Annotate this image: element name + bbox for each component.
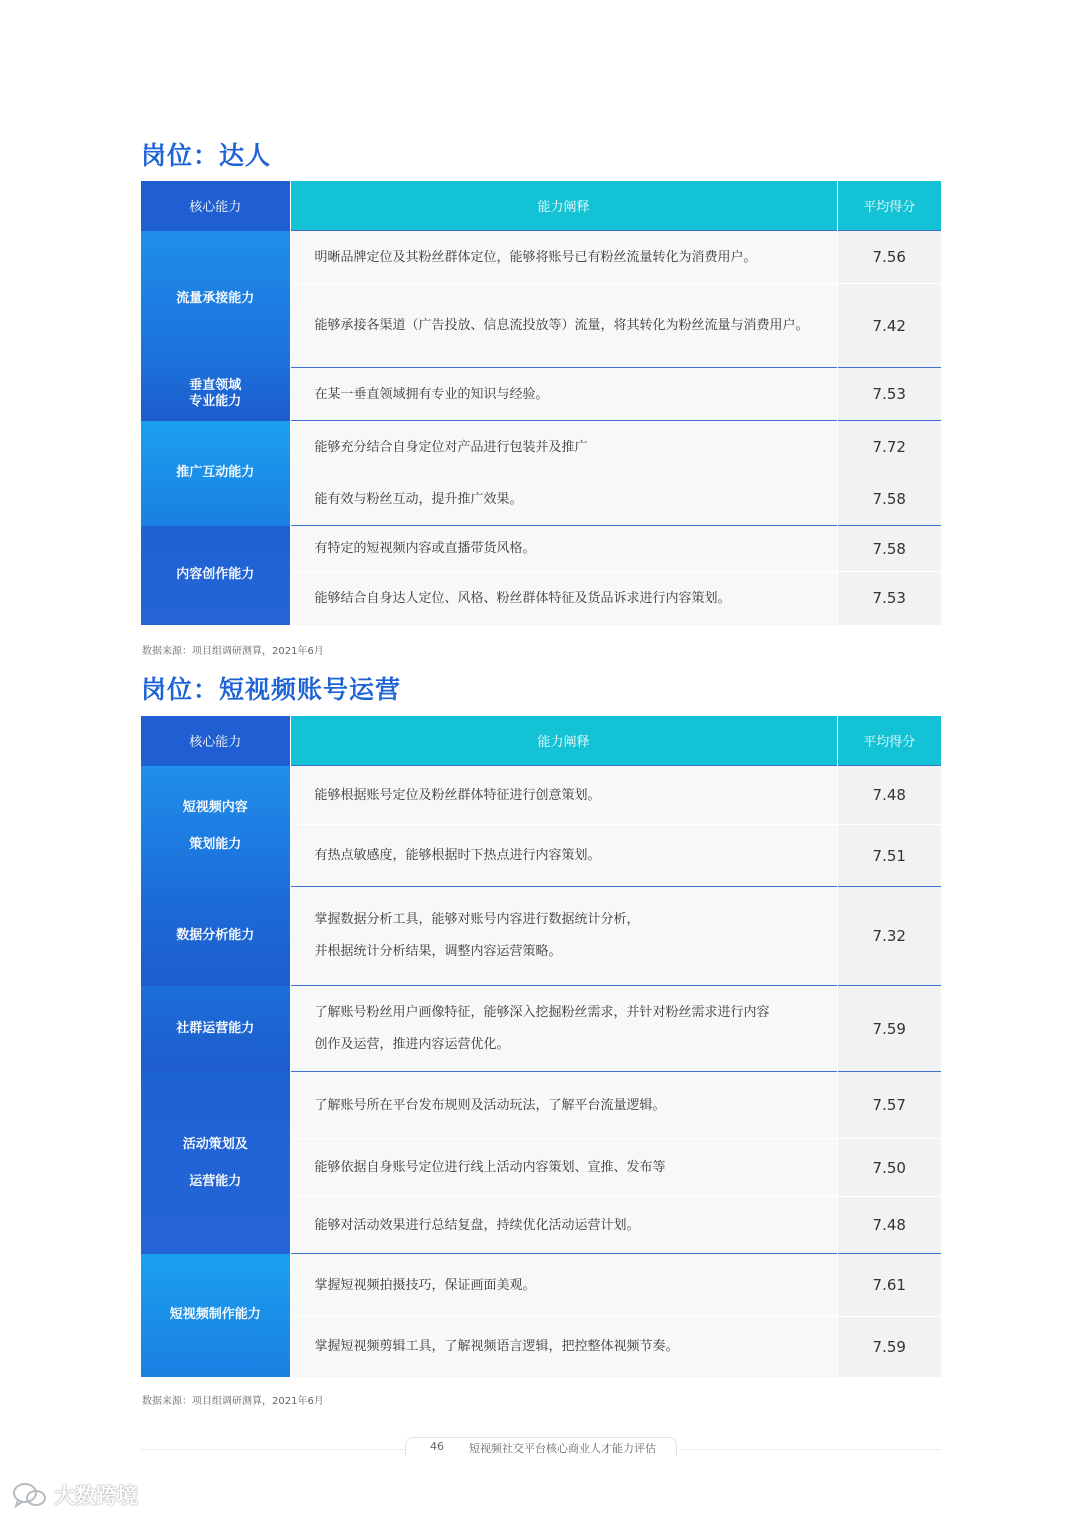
capability-table-daren — [141, 181, 941, 625]
description-cell: 能够依据自身账号定位进行线上活动内容策划、宣推、发布等 — [290, 1139, 837, 1197]
score-cell: 7.57 — [837, 1072, 941, 1139]
category-cell: 内容创作能力 — [141, 526, 290, 625]
category-line: 专业能力 — [189, 394, 242, 409]
page-number: 46 — [430, 1440, 444, 1453]
section-title-daren: 岗位：达人 — [141, 141, 272, 170]
description-cell: 在某一垂直领域拥有专业的知识与经验。 — [290, 368, 837, 421]
description-line: 了解账号粉丝用户画像特征，能够深入挖掘粉丝需求，并针对粉丝需求进行内容 — [314, 1004, 770, 1020]
description-cell: 能有效与粉丝互动，提升推广效果。 — [290, 474, 837, 526]
description-cell: 能够对活动效果进行总结复盘，持续优化活动运营计划。 — [290, 1197, 837, 1254]
score-cell: 7.32 — [837, 887, 941, 986]
description-cell: 能够结合自身达人定位、风格、粉丝群体特征及货品诉求进行内容策划。 — [290, 572, 837, 625]
description-cell: 能够根据账号定位及粉丝群体特征进行创意策划。 — [290, 766, 837, 825]
description-cell: 有热点敏感度，能够根据时下热点进行内容策划。 — [290, 825, 837, 887]
table-row — [141, 887, 941, 986]
score-cell: 7.58 — [837, 474, 941, 526]
data-source-note: 数据来源：项目组调研测算，2021年6月 — [142, 646, 324, 657]
description-cell: 掌握短视频剪辑工具，了解视频语言逻辑，把控整体视频节奏。 — [290, 1317, 837, 1377]
header-core-ability: 核心能力 — [141, 716, 290, 766]
category-cell: 社群运营能力 — [141, 986, 290, 1072]
category-line: 垂直领域 — [189, 378, 242, 393]
description-cell: 掌握短视频拍摄技巧，保证画面美观。 — [290, 1254, 837, 1317]
description-line: 并根据统计分析结果，调整内容运营策略。 — [314, 944, 562, 959]
score-cell: 7.59 — [837, 986, 941, 1072]
score-cell: 7.61 — [837, 1254, 941, 1317]
category-line: 活动策划及 — [182, 1136, 248, 1152]
header-ability-explanation: 能力阐释 — [290, 716, 837, 766]
category-cell — [141, 766, 290, 887]
table-row — [141, 231, 941, 284]
description-cell: 了解账号所在平台发布规则及活动玩法，了解平台流量逻辑。 — [290, 1072, 837, 1139]
category-cell: 流量承接能力 — [141, 231, 290, 368]
description-line: 创作及运营，推进内容运营优化。 — [314, 1036, 510, 1052]
score-cell: 7.72 — [837, 421, 941, 474]
category-cell: 数据分析能力 — [141, 887, 290, 986]
capability-table-video-ops — [141, 716, 941, 1377]
category-cell: 短视频制作能力 — [141, 1254, 290, 1377]
category-cell — [141, 1072, 290, 1254]
table-row — [141, 1254, 941, 1317]
category-line: 运营能力 — [189, 1173, 242, 1189]
description-cell: 明晰品牌定位及其粉丝群体定位，能够将账号已有粉丝流量转化为消费用户。 — [290, 231, 837, 284]
table-row — [141, 526, 941, 572]
table-row — [141, 1072, 941, 1139]
report-title: 短视频社交平台核心商业人才能力评估 — [469, 1442, 656, 1455]
description-cell: 有特定的短视频内容或直播带货风格。 — [290, 526, 837, 572]
score-cell: 7.50 — [837, 1139, 941, 1197]
table-header-row — [141, 716, 941, 766]
score-cell: 7.53 — [837, 368, 941, 421]
description-cell — [290, 986, 837, 1072]
category-line: 短视频内容 — [182, 800, 248, 815]
description-cell — [290, 887, 837, 986]
category-line: 策划能力 — [189, 837, 242, 852]
header-ability-explanation: 能力阐释 — [290, 181, 837, 231]
table-row — [141, 986, 941, 1072]
table-row — [141, 766, 941, 825]
table-header-row — [141, 181, 941, 231]
description-line: 掌握数据分析工具，能够对账号内容进行数据统计分析， — [314, 912, 640, 927]
score-cell: 7.48 — [837, 1197, 941, 1254]
category-cell: 推广互动能力 — [141, 421, 290, 526]
data-source-note: 数据来源：项目组调研测算，2021年6月 — [142, 1396, 324, 1407]
header-average-score: 平均得分 — [837, 716, 941, 766]
score-cell: 7.53 — [837, 572, 941, 625]
score-cell: 7.58 — [837, 526, 941, 572]
score-cell: 7.42 — [837, 284, 941, 368]
score-cell: 7.56 — [837, 231, 941, 284]
header-average-score: 平均得分 — [837, 181, 941, 231]
category-cell — [141, 368, 290, 421]
watermark-text: 大数跨境 — [54, 1484, 138, 1508]
header-core-ability: 核心能力 — [141, 181, 290, 231]
watermark — [12, 1478, 138, 1512]
description-cell: 能够承接各渠道（广告投放、信息流投放等）流量，将其转化为粉丝流量与消费用户。 — [290, 284, 837, 368]
description-cell: 能够充分结合自身定位对产品进行包装并及推广 — [290, 421, 837, 474]
score-cell: 7.48 — [837, 766, 941, 825]
score-cell: 7.51 — [837, 825, 941, 887]
section-title-video-ops: 岗位：短视频账号运营 — [141, 675, 402, 704]
table-row — [141, 421, 941, 474]
wechat-logo-icon — [12, 1481, 48, 1509]
score-cell: 7.59 — [837, 1317, 941, 1377]
table-row — [141, 368, 941, 421]
